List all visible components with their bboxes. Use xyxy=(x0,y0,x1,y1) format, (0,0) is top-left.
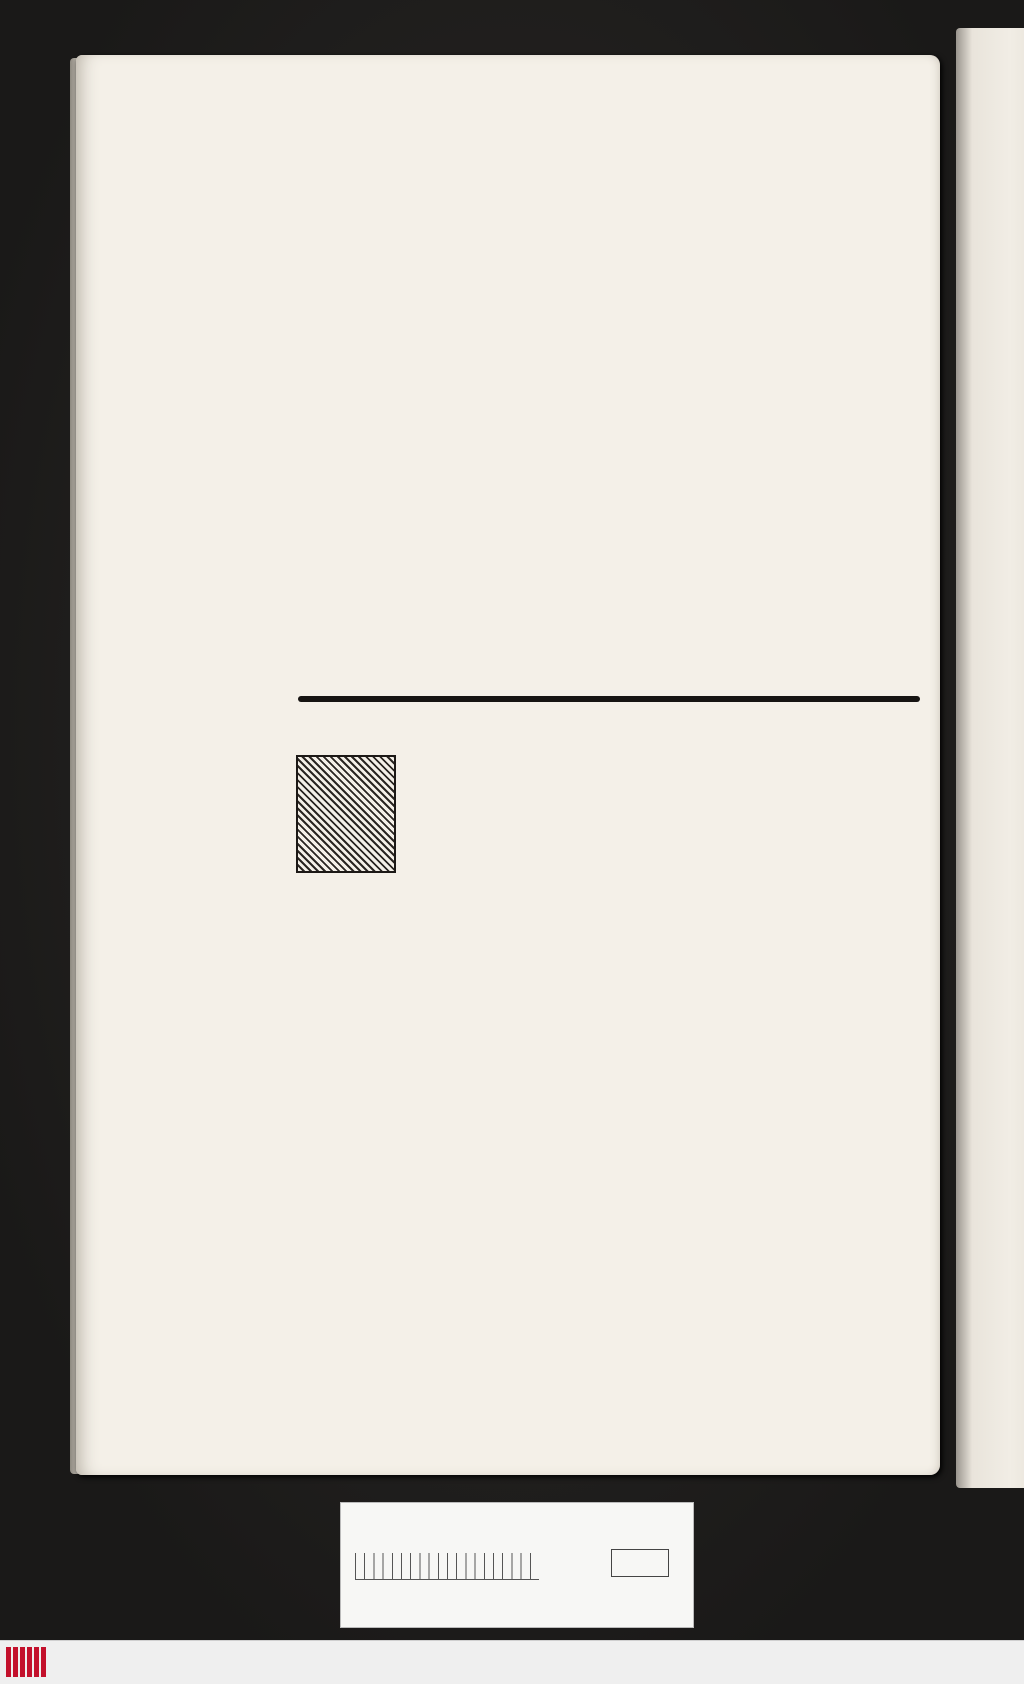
facing-page-edge xyxy=(956,28,1024,1488)
footer-bar xyxy=(0,1640,1024,1684)
scanned-page xyxy=(76,55,940,1475)
section-divider-rule xyxy=(298,696,920,702)
hab-logo-icon xyxy=(6,1647,46,1677)
ornamental-initial xyxy=(296,755,396,873)
gray-scale-color-card xyxy=(340,1502,694,1628)
gray-scale-swatches xyxy=(611,1549,669,1577)
measurement-ruler xyxy=(355,1553,539,1580)
show-through-text xyxy=(76,55,940,1475)
